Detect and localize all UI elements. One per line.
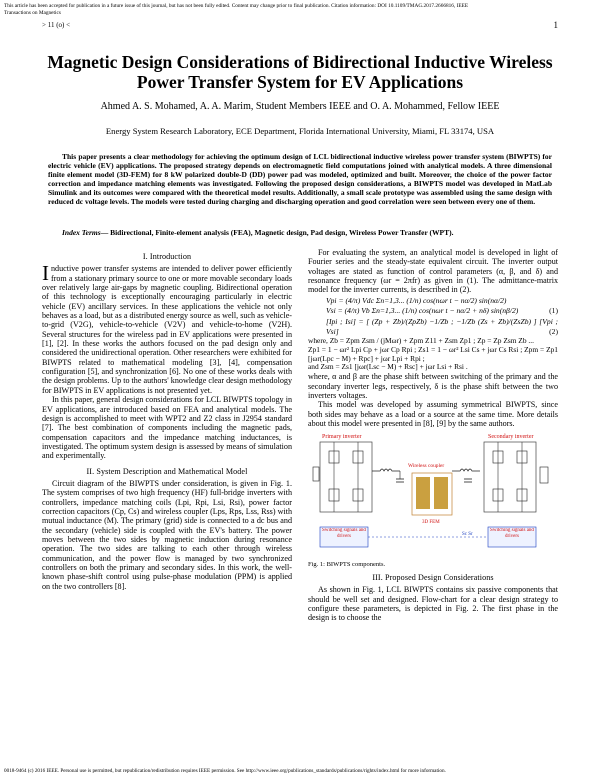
right-column [308,248,558,623]
section-heading-system: II. System Description and Mathematical Model [86,466,248,476]
where-clause-1: where, Zb = Zpm Zsm / (jMωr) + Zpm Z11 + Zsm Zp1 ; Zp = Zp Zsm Zb ... [308,336,534,346]
sync-signal-label: Sc Sr [462,532,473,538]
index-terms [48,228,552,237]
paper-title: Magnetic Design Considerations of Bidirectional Inductive Wireless Power Transfer System for EV Applications [47,52,553,92]
index-terms-text: — Bidirectional, Finite-element analysis (FEA), Magnetic design, Pad design, Wireless Power Transfer (WPT). [100,228,454,237]
intro-paragraph-1-text: nductive power transfer systems are intended to deliver power efficiently from a stationary primary source to one or more movable secondary loads over relatively large air-gaps by magnetic coupling. Bidirectional operation of this technology is exceptionally encouraging particularly in electric vehicle (EV) ancillary services. In these applications the vehicle not only behaves as a load, but as a distributed energy source as well, such as vehicle-to-grid (V2G), vehicle-to-vehicle (V2V) and vehicle-to-home (V2H). Several structures for the wireless pad in EV applications were presented in [1], [2]. In these works the authors focused on the pad design only and considered the unidirectional operation. Other researchers were exhibited for BIWPTS related to mathematical modeling [3], [4], compensation configuration [5], and synchronization [6]. No one of these works deals with the design problems. Up to the authors' knowledge clear design methodology for BIWPTS in EV applications is not presented yet. [42,264,292,395]
equation-1a [326,296,558,306]
copyright-footer: 0018-9464 (c) 2016 IEEE. Personal use is permitted, but republication/redistribution requires IEEE permission. See http://www.ieee.org/publications_standards/publications/rights/index.html for more information. [4,768,446,774]
equation-1a-text: Vpi = (4/π) Vdc Σn=1,3... (1/n) cos(nωr t − nα/2) sin(nα/2) [326,295,507,305]
drop-cap: I [42,261,49,286]
secondary-switching-signals-label: Switching signals and drivers [490,528,534,540]
equation-1b-text: Vsi = (4/π) Vb Σn=1,3... (1/n) cos(nωr t − nα/2 + nδ) sin(nβ/2) [326,306,519,316]
index-terms-label: Index Terms [62,228,101,237]
phase-shift-paragraph: where, α and β are the phase shift between switching of the primary and the secondary inverter legs, respectively, δ is the phase shift between the two inverters voltages. [308,372,558,400]
where-clause-3: and Zsm = Zs1 [jωr(Lsc − M) + Rsc] + jωr Lsi + Rsi . [308,362,468,372]
symmetry-paragraph: This model was developed by assuming symmetrical BIWPTS, since both sides may behave as a load or a source at the same time. More details about this model were presented in [8], [9] by the same authors. [308,400,558,428]
journal-name: Transactions on Magnetics [4,10,61,16]
affiliation: Energy System Research Laboratory, ECE Department, Florida International University, Miami, FL 33174, USA [105,126,495,136]
fem-label: 3D FEM [422,520,440,526]
system-paragraph-1: Circuit diagram of the BIWPTS under consideration, is given in Fig. 1. The system comprises of two high frequency (HF) full-bridge inverters with controllers, impedance matching coils (Lpi, Rpi, Lsi, Rsi), power factor correction capacitors (Cp, Cs) and wireless coupler (Lps, Rps, Lss, Rss) with mutual inductance (M). The primary (grid) side is connected to a dc bus and the secondary (vehicle) side is coupled with the EV's battery. The power moves between the two sides by magnetic induction during resonance operation. The two sides are talking to each other through wireless communication, and the power flow is managed by two synchronized controllers on both the primary and secondary sides. In this work, the well-known phase-shift control using pulse-phase modulation (PPM) is applied on the two controllers [8]. [42,478,292,591]
secondary-inverter-label: Secondary inverter [488,434,534,441]
intro-paragraph-1 [42,261,292,395]
section-heading-introduction: I. Introduction [142,252,192,261]
section-heading-design: III. Proposed Design Considerations [372,573,494,583]
figure-1-caption: Fig. 1: BIWPTS components. [308,560,386,568]
equation-2-text: [Ipi ; Isi] = [ (Zp + Zb)/(ZpZb) −1/Zb ; −1/Zb (Zs + Zb)/(ZsZb) ] [Vpi ; Vsi] [326,316,558,336]
equation-1-number: (1) [549,306,558,316]
equation-2 [326,317,558,336]
intro-paragraph-2: In this paper, general design considerations for LCL BIWPTS topology in EV applications, are introduced based on FEA and analytical models. The design is accomplished to meet with WPT2 and Z2 class in J2954 standard [7]. The best combination of components including the magnetic pads, compensation capacitors and the impedance matching inductances, is investigated. The optimum system design is assessed by means of simulation and experimentally. [42,395,292,461]
design-paragraph: As shown in Fig. 1, LCL BIWPTS contains six passive components that should be well set and designed. Flow-chart for a clear design strategy to configure these parameters, is depicted in Fig. 2. The first phase in the design is to choose the [308,585,558,623]
abstract: This paper presents a clear methodology for achieving the optimum design of LCL bidirectional inductive wireless power transfer system (BIWPTS) for electric vehicle (EV) applications. The proposed strategy depends on electromagnetic field computations joined with analytical models. A three dimensional finite element model (3D-FEM) for 8 kW polarized double-D (DD) power pad was modeled, optimized and built. Moreover, the choice of the power factor correction and impedance matching elements was investigated. Following the proposed design considerations, a BIWPTS model was developed in MatLab Simulink and its outcomes were compared with the theoretical model results. Additionally, a small scale prototype was assembled using the same design with reduced dc voltage levels. The models were tested during charging and discharging operation and good correlation were seen between every one of them. [48,152,552,207]
where-clause-2: Zp1 = 1 − ωr² Lpi Cp + jωr Cp Rpi ; Zs1 = 1 − ωr² Lsi Cs + jωr Cs Rsi ; Zpm = Zp1 [jωr(Lpc − M) + Rpc] + jωr Lpi + Rpi ; [308,344,558,363]
left-column [42,248,292,591]
page-number: 1 [553,20,558,30]
model-paragraph: For evaluating the system, an analytical model is developed in light of Fourier series and the steady-state equivalent circuit. The inverter output voltages are stated as function of control parameters (α, β, and δ) and resonance frequency (ωr = 2πfr) as given in (1). The admittance-matrix model for the inverter currents, is described in (2). [308,248,558,295]
author-list: Ahmed A. S. Mohamed, A. A. Marim, Student Members IEEE and O. A. Mohammed, Fellow IEEE [100,101,500,112]
wireless-coupler-label: Wireless coupler [408,463,445,470]
page-header-left: > 11 (o) < [42,21,71,29]
primary-switching-signals-label: Switching signals and drivers [322,528,366,540]
secondary-pad [434,477,448,509]
publication-notice: This article has been accepted for publication in a future issue of this journal, but has not been fully edited. Content may change prior to final publication. Citation information: DOI 10.1109/TMAG.2017.2666816, IEEE [4,3,469,9]
primary-inverter-label: Primary inverter [322,434,362,441]
equation-1b [326,306,558,316]
primary-pad [416,477,430,509]
biwpts-circuit-figure [312,431,552,555]
equation-2-number: (2) [549,326,558,336]
